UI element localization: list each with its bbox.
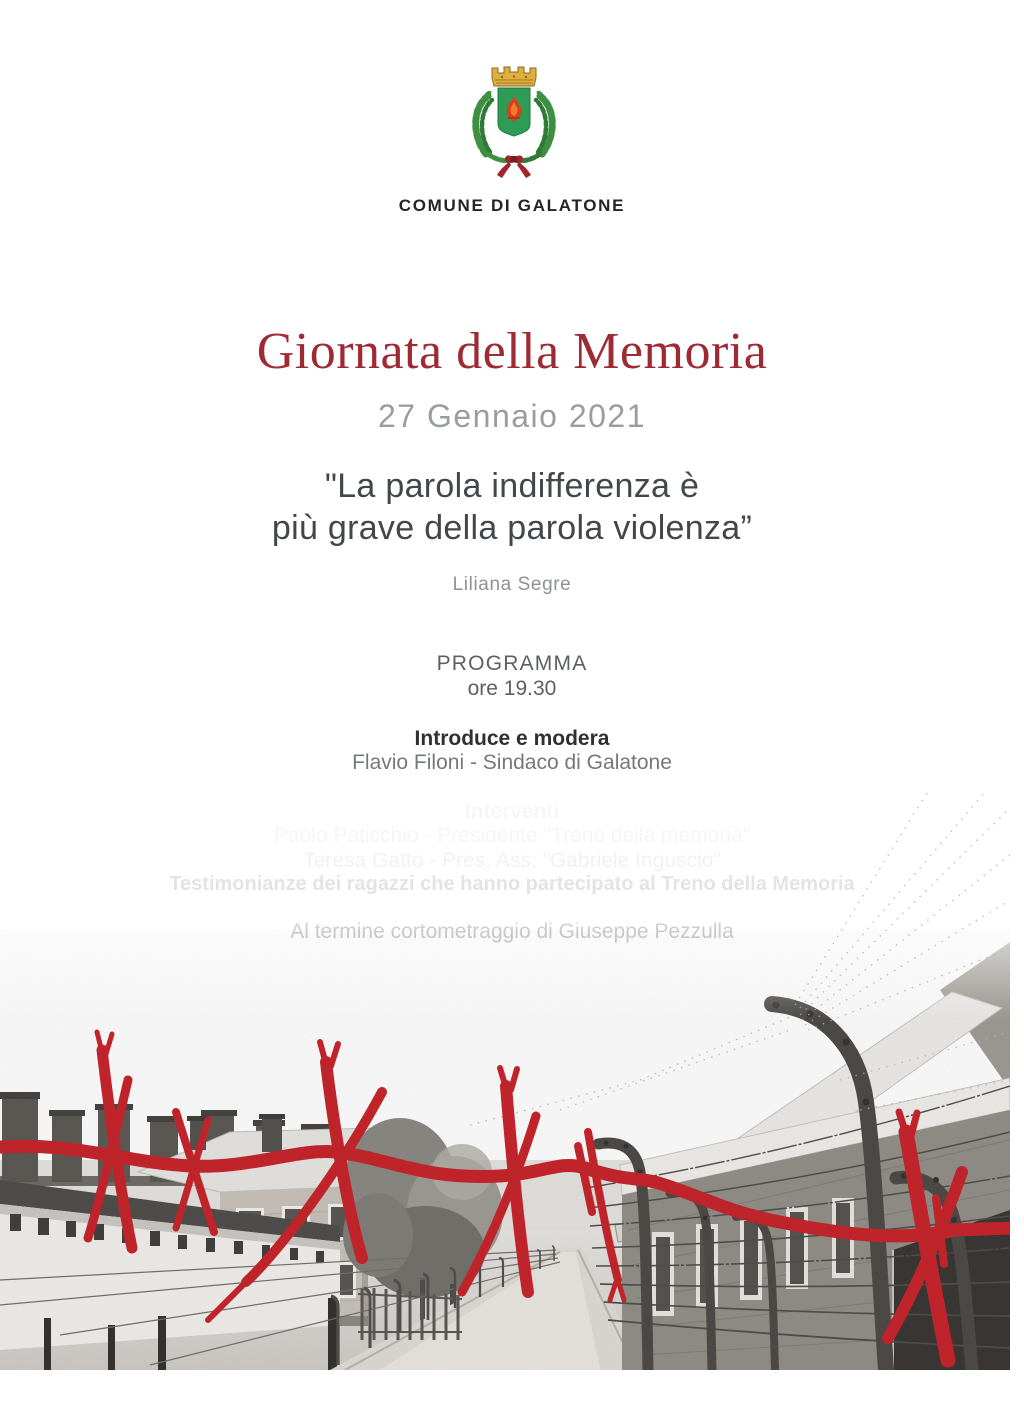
crest-icon xyxy=(462,56,566,182)
camp-photo xyxy=(0,780,1010,1370)
shield-icon xyxy=(498,88,530,136)
program-heading: PROGRAMMA xyxy=(436,652,588,675)
intro-heading: Introduce e modera xyxy=(414,727,610,750)
crown-icon xyxy=(492,67,536,86)
quote-line-1: "La parola indifferenza è xyxy=(324,467,700,505)
intro-speaker: Flavio Filoni - Sindaco di Galatone xyxy=(352,751,672,774)
municipal-coat-of-arms xyxy=(462,56,566,182)
quote-line-2: più grave della parola violenza” xyxy=(271,509,753,547)
program-time: ore 19.30 xyxy=(467,677,557,700)
quote-author: Liliana Segre xyxy=(452,574,572,595)
memorial-quote xyxy=(0,465,1024,549)
event-date: 27 Gennaio 2021 xyxy=(377,398,647,434)
event-title: Giornata della Memoria xyxy=(256,323,768,380)
municipality-name: COMUNE DI GALATONE xyxy=(398,196,626,215)
top-fade xyxy=(0,780,1010,1020)
